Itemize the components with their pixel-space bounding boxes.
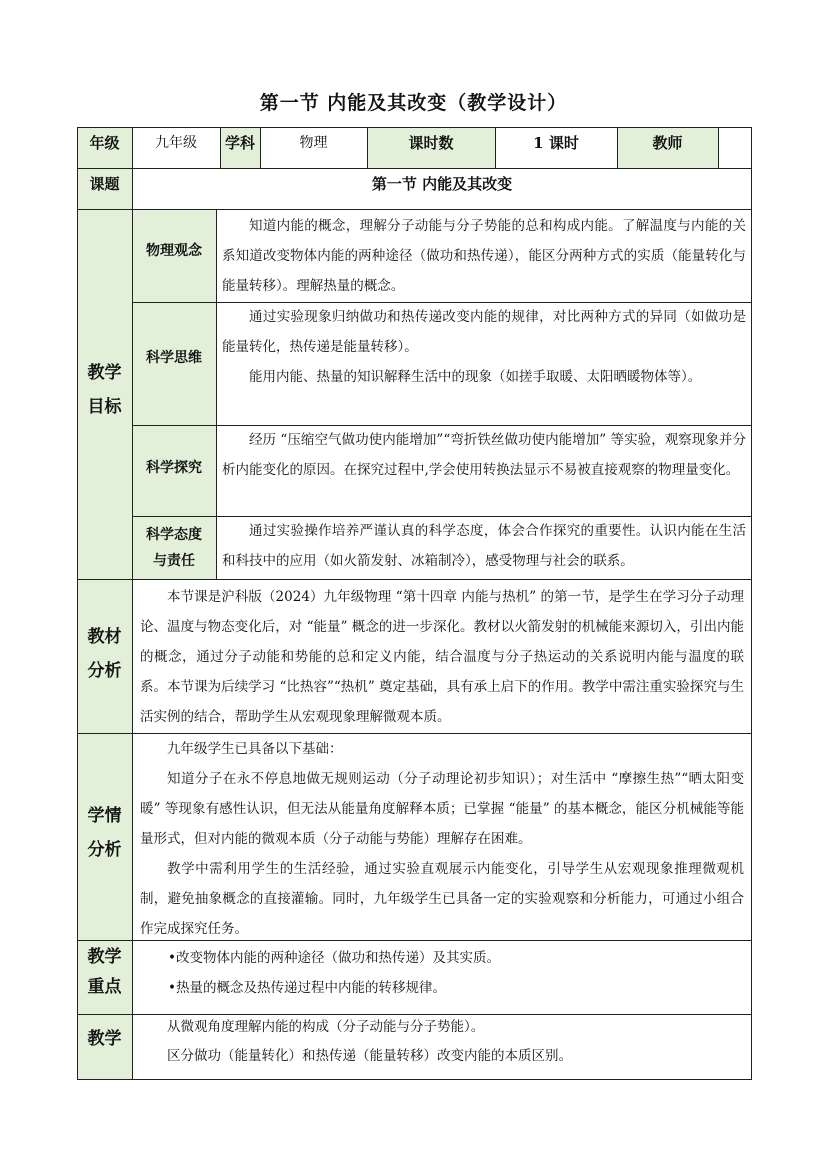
- student-text: [132, 734, 752, 944]
- difficulty-item: 区分做功（能量转化）和热传递（能量转移）改变内能的本质区别。: [167, 1048, 572, 1064]
- objective-name-line1: 科学态度: [146, 527, 202, 543]
- keypoints-text: [132, 943, 752, 1003]
- hours-label: 课时数: [408, 134, 454, 152]
- textbook-label-line1: 教材: [87, 627, 122, 647]
- objective-text: [216, 209, 752, 301]
- textbook-label: [77, 620, 132, 688]
- objective-name-line2: 与责任: [153, 553, 195, 569]
- student-label-line2: 分析: [87, 840, 122, 860]
- objective-paragraph: 知道内能的概念，理解分子动能与分子势能的总和构成内能。了解温度与内能的关系知道改变物体内能的两种途径（做功和热传递），能区分两种方式的实质（能量转化与能量转移）。理解热量的概念。: [222, 218, 746, 294]
- grid-line: [718, 127, 719, 169]
- keypoints-label-line1: 教学: [87, 947, 122, 967]
- grade-label: 年级: [89, 134, 120, 152]
- objective-paragraph: 通过实验现象归纳做功和热传递改变内能的规律，对比两种方式的异同（如做功是能量转化，热传递是能量转移）。: [222, 309, 746, 355]
- student-paragraph: 知道分子在永不停息地做无规则运动（分子动理论初步知识）；对生活中 “摩擦生热”“晒太阳变暖” 等现象有感性认识，但无法从能量角度解释本质；已掌握 “能量” 的基本概念，能区分机械能等能量形式，但对内能的微观本质（分子动能与势能）理解存在困难。: [140, 771, 744, 847]
- textbook-text: [132, 580, 752, 732]
- page-title: 第一节 内能及其改变（教学设计）: [259, 92, 568, 114]
- subject-label: 学科: [224, 134, 255, 152]
- objectives-label: [77, 356, 132, 424]
- objective-name: 物理观念: [146, 243, 202, 259]
- objective-paragraph: 经历 “压缩空气做功使内能增加”“弯折铁丝做功使内能增加” 等实验，观察现象并分析内能变化的原因。在探究过程中,学会使用转换法显示不易被直接观察的物理量变化。: [222, 432, 746, 478]
- objective-paragraph: 通过实验操作培养严谨认真的科学态度，体会合作探究的重要性。认识内能在生活和科技中的应用（如火箭发射、冰箱制冷），感受物理与社会的联系。: [222, 523, 746, 569]
- objective-text: [216, 302, 752, 392]
- objective-name: 科学思维: [146, 350, 202, 366]
- grid-line: [77, 127, 78, 1080]
- keypoints-label-line2: 重点: [87, 977, 122, 997]
- objectives-label-line2: 目标: [87, 397, 122, 417]
- textbook-label-line2: 分析: [87, 661, 122, 681]
- student-label-line1: 学情: [87, 806, 122, 826]
- student-paragraph: 教学中需利用学生的生活经验，通过实验直观展示内能变化，引导学生从宏观现象推理微观机制，避免抽象概念的直接灌输。同时，九年级学生已具备一定的实验观察和分析能力，可通过小组合作完成探究任务。: [140, 861, 744, 937]
- difficulties-text: [132, 1013, 752, 1071]
- difficulty-item: 从微观角度理解内能的构成（分子动能与分子势能）。: [167, 1019, 485, 1035]
- objective-text: [216, 425, 752, 485]
- objective-name: 科学探究: [146, 460, 202, 476]
- keypoint-item: •热量的概念及热传递过程中内能的转移规律。: [168, 980, 446, 996]
- difficulties-label: 教学: [87, 1029, 122, 1049]
- hours-value: 1 课时: [533, 134, 579, 152]
- topic-label: 课题: [89, 175, 120, 193]
- textbook-paragraph: 本节课是沪科版（2024）九年级物理 “第十四章 内能与热机” 的第一节，是学生在学习分子动理论、温度与物态变化后，对 “能量” 概念的进一步深化。教材以火箭发射的机械能来源切入，引出内能的概念，通过分子动能和势能的总和定义内能，结合温度与分子热运动的关系说明内能与温度的联系。本节课为后续学习 “比热容”“热机” 奠定基础，具有承上启下的作用。教学中需注重实验探究与生活实例的结合，帮助学生从宏观现象理解微观本质。: [140, 589, 744, 725]
- objectives-label-line1: 教学: [87, 363, 122, 383]
- keypoint-item: •改变物体内能的两种途径（做功和热传递）及其实质。: [168, 950, 500, 966]
- objective-name: [132, 522, 216, 574]
- grade-value: 九年级: [155, 135, 197, 151]
- student-paragraph: 九年级学生已具备以下基础：: [167, 741, 343, 757]
- keypoints-label: [77, 942, 132, 1002]
- topic-value: 第一节 内能及其改变: [371, 175, 513, 193]
- student-label: [77, 799, 132, 867]
- objective-text: [216, 516, 752, 576]
- subject-value: 物理: [299, 135, 328, 151]
- grid-line: [77, 1079, 752, 1080]
- teacher-label: 教师: [652, 134, 683, 152]
- objective-paragraph: 能用内能、热量的知识解释生活中的现象（如搓手取暖、太阳晒暖物体等）。: [249, 369, 702, 385]
